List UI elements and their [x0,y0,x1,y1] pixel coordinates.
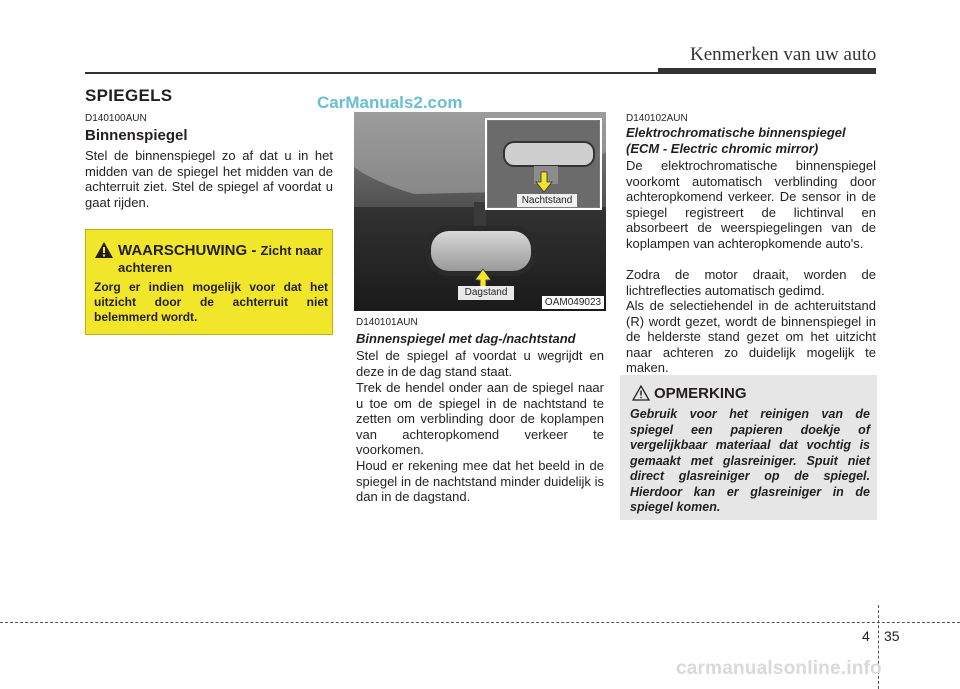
col3-paragraph-3: Als de selectiehendel in de achteruitstand (R) wordt gezet, wordt de binnenspiegel in de helderste stand gezet om het uitzicht naar achteren zo duidelijk mogelijk te maken. [626,298,876,375]
col2-heading: Binnenspiegel met dag-/nachtstand [356,331,576,346]
warning-title-main: WAARSCHUWING - [118,242,261,259]
mirror-figure [354,112,606,311]
col1-body: Stel de binnenspiegel zo af dat u in het midden van de spiegel het midden van de achterruit ziet. Stel de spiegel af voordat u gaat rijden. [85,148,333,210]
header-rule-accent [658,68,876,74]
col1-code: D140100AUN [85,113,147,124]
note-title: OPMERKING [654,385,747,402]
col3-paragraph-1: De elektrochromatische binnenspiegel voorkomt automatisch verblinding door achteropkomend verkeer. De sensor in de spiegel registreert de lichtinval en absorbeert de weerspiegelingen van de koplampen van achteropkomende auto's. [626,158,876,251]
rearview-mirror-illustration [354,112,606,311]
col2-code: D140101AUN [356,317,418,328]
caution-triangle-icon [632,385,650,401]
col3-code: D140102AUN [626,113,688,124]
chapter-header-title: Kenmerken van uw auto [690,44,877,65]
col3-heading-line2: (ECM - Electric chromic mirror) [626,141,819,156]
col1-heading: Binnenspiegel [85,127,188,144]
warning-title-sub: Zicht naar achteren [118,243,323,275]
col2-paragraph-2: Trek de hendel onder aan de spiegel naar u toe om de spiegel in de nachtstand te zetten om verblinding door de koplampen van achteropkomend verkeer te voorkomen. [356,380,604,457]
warning-triangle-icon [94,241,114,259]
warning-box [85,229,333,335]
day-position-label: Dagstand [464,287,508,298]
col3-heading-line1: Elektrochromatische binnenspiegel [626,125,846,140]
warning-title [118,242,328,276]
col2-paragraph-3: Houd er rekening mee dat het beeld in de spiegel in de nachtstand minder duidelijk is dan in de dagstand. [356,458,604,504]
site-watermark: carmanualsonline.info [676,658,882,679]
figure-code: OAM049023 [542,296,604,309]
section-title: SPIEGELS [85,86,173,105]
footer-rule [0,622,960,623]
note-text: Gebruik voor het reinigen van de spiegel een papieren doekje of vergelijkbaar materiaal dat vochtig is gemaakt met glasreiniger. Spuit niet direct glasreiniger op de spiegel. Hierdoor kan er glasreiniger in de spiegel komen. [630,407,870,514]
note-box [620,375,877,520]
col3-paragraph-2: Zodra de motor draait, worden de lichtreflecties automatisch gedimd. [626,267,876,298]
warning-text: Zorg er indien mogelijk voor dat het uitzicht door de achterruit niet belemmerd wordt. [94,280,328,324]
page-number: 35 [884,628,900,644]
night-position-label: Nachtstand [521,195,573,206]
chapter-number: 4 [862,628,870,644]
col2-paragraph-1: Stel de spiegel af voordat u wegrijdt en deze in de dag stand staat. [356,348,604,379]
watermark-text: CarManuals2.com [317,93,463,112]
